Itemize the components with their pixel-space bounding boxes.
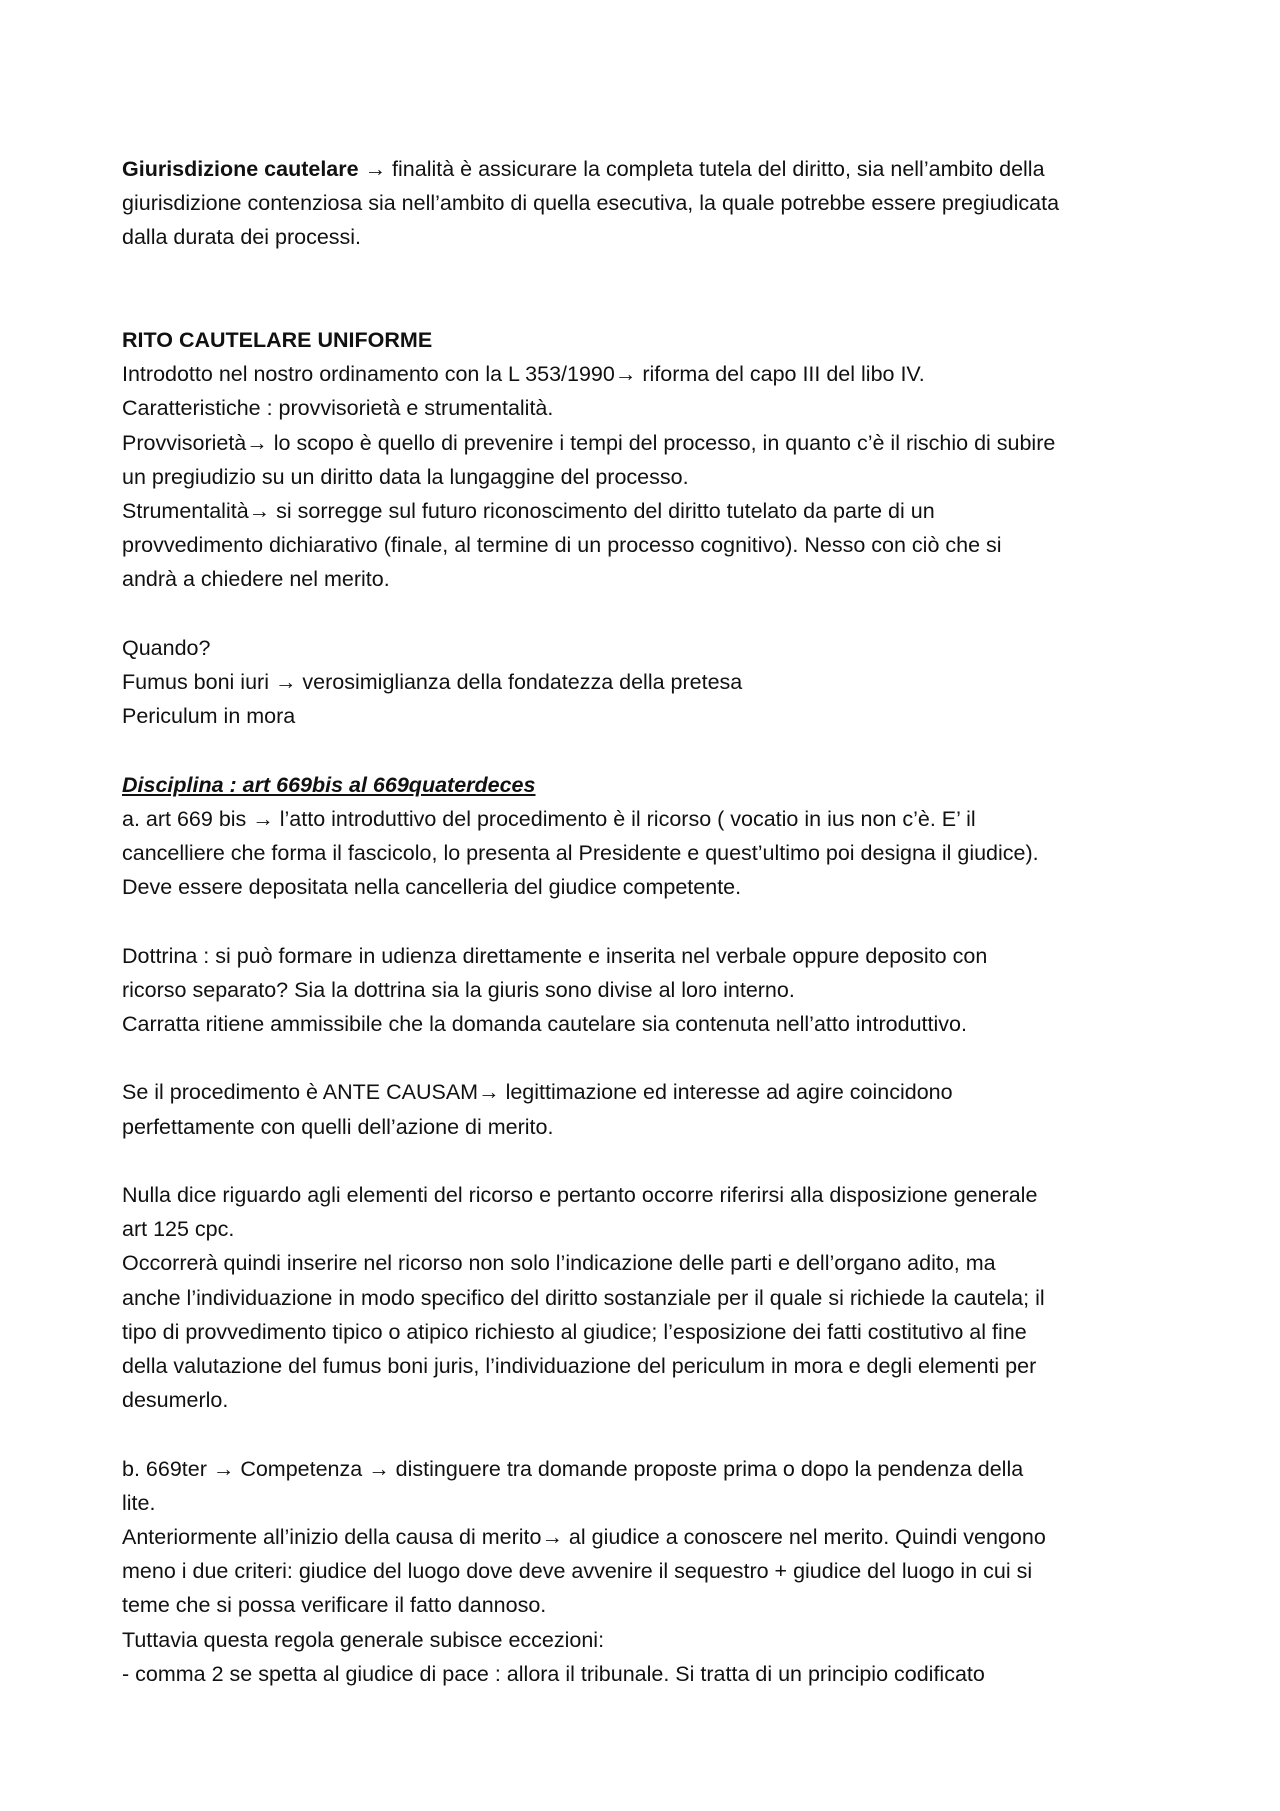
arrow-icon: →: [212, 1456, 235, 1481]
arrow-icon: →: [274, 670, 297, 695]
intro-line-2: giurisdizione contenziosa sia nell’ambito di quella esecutiva, la quale potrebbe essere pregiudicata: [122, 191, 1060, 216]
arrow-icon: →: [368, 1456, 390, 1481]
disciplina-title: Disciplina : art 669bis al 669quaterdeces: [122, 772, 536, 797]
ante-causam-line-2: perfettamente con quelli dell’azione di merito.: [122, 1114, 554, 1139]
arrow-icon: →: [252, 806, 274, 831]
nulla-line-7: desumerlo.: [122, 1388, 229, 1413]
quando-question: Quando?: [122, 635, 211, 660]
nulla-line-6: della valutazione del fumus boni juris, l’individuazione del periculum in mora e degli elementi per: [122, 1354, 1037, 1379]
rito-line-6: provvedimento dichiarativo (finale, al termine di un processo cognitivo). Nesso con ciò che si: [122, 533, 1002, 558]
arrow-icon: →: [541, 1525, 563, 1550]
rito-line-4: un pregiudizio su un diritto data la lungaggine del processo.: [122, 464, 689, 489]
disciplina-line-1: a. art 669 bis → l’atto introduttivo del procedimento è il ricorso ( vocatio in ius non c’è. E’ il: [122, 806, 976, 831]
competenza-line-4: meno i due criteri: giudice del luogo dove deve avvenire il sequestro + giudice del luogo in cui si: [122, 1559, 1033, 1584]
competenza-line-6: Tuttavia questa regola generale subisce eccezioni:: [122, 1627, 605, 1652]
nulla-line-4: anche l’individuazione in modo specifico del diritto sostanziale per il quale si richiede la cautela; il: [122, 1285, 1045, 1310]
arrow-icon: →: [478, 1080, 500, 1105]
intro-line-3: dalla durata dei processi.: [122, 225, 362, 250]
rito-line-1: Introdotto nel nostro ordinamento con la L 353/1990→ riforma del capo III del libo IV.: [122, 362, 925, 387]
rito-line-2: Caratteristiche : provvisorietà e strumentalità.: [122, 396, 554, 421]
nulla-line-3: Occorrerà quindi inserire nel ricorso non solo l’indicazione delle parti e dell’organo adito, ma: [122, 1251, 996, 1276]
disciplina-line-2: cancelliere che forma il fascicolo, lo presenta al Presidente e quest’ultimo poi designa il giudice).: [122, 841, 1039, 866]
arrow-icon: →: [614, 362, 637, 387]
competenza-line-1: b. 669ter → Competenza → distinguere tra domande proposte prima o dopo la pendenza della: [122, 1456, 1024, 1481]
dottrina-line-1: Dottrina : si può formare in udienza direttamente e inserita nel verbale oppure deposito con: [122, 943, 988, 968]
competenza-line-7: - comma 2 se spetta al giudice di pace : allora il tribunale. Si tratta di un principio codificato: [122, 1661, 985, 1686]
nulla-line-5: tipo di provvedimento tipico o atipico richiesto al giudice; l’esposizione dei fatti costitutivo al fine: [122, 1319, 1027, 1344]
nulla-line-2: art 125 cpc.: [122, 1217, 235, 1242]
intro-heading: Giurisdizione cautelare: [122, 157, 359, 181]
competenza-line-2: lite.: [122, 1490, 156, 1515]
arrow-icon: →: [248, 499, 271, 524]
competenza-line-3: Anteriormente all’inizio della causa di merito→ al giudice a conoscere nel merito. Quindi vengono: [122, 1525, 1046, 1550]
competenza-line-5: teme che si possa verificare il fatto dannoso.: [122, 1593, 547, 1618]
nulla-line-1: Nulla dice riguardo agli elementi del ricorso e pertanto occorre riferirsi alla disposizione generale: [122, 1183, 1038, 1207]
intro-line-1: Giurisdizione cautelare → finalità è assicurare la completa tutela del diritto, sia nell’ambito della: [122, 157, 1045, 181]
quando-line-2: Periculum in mora: [122, 704, 296, 729]
dottrina-line-3: Carratta ritiene ammissibile che la domanda cautelare sia contenuta nell’atto introduttivo.: [122, 1012, 967, 1037]
rito-line-7: andrà a chiedere nel merito.: [122, 567, 390, 592]
ante-causam-line-1: Se il procedimento è ANTE CAUSAM→ legittimazione ed interesse ad agire coincidono: [122, 1080, 953, 1105]
rito-title: RITO CAUTELARE UNIFORME: [122, 328, 433, 352]
rito-line-5: Strumentalità→ si sorregge sul futuro riconoscimento del diritto tutelato da parte di un: [122, 499, 935, 524]
dottrina-line-2: ricorso separato? Sia la dottrina sia la giuris sono divise al loro interno.: [122, 977, 795, 1002]
quando-line-1: Fumus boni iuri → verosimiglianza della fondatezza della pretesa: [122, 670, 743, 695]
arrow-icon: →: [364, 157, 387, 181]
disciplina-line-3: Deve essere depositata nella cancelleria del giudice competente.: [122, 875, 742, 900]
arrow-icon: →: [246, 430, 268, 455]
rito-line-3: Provvisorietà→ lo scopo è quello di prevenire i tempi del processo, in quanto c’è il rischio di subire: [122, 430, 1056, 455]
